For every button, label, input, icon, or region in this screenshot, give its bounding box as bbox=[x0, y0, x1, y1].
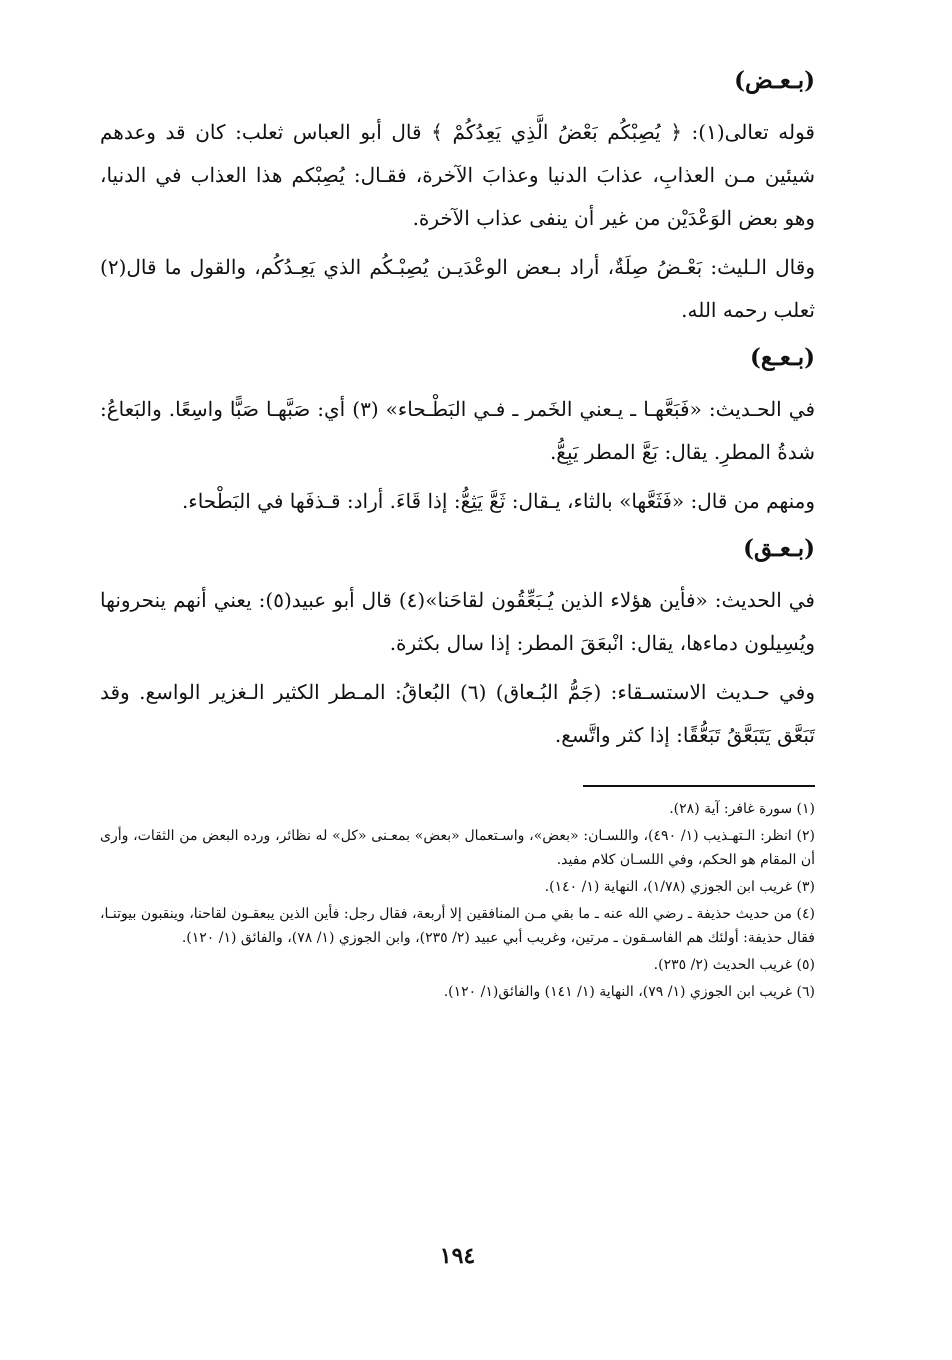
paragraph: وفي حـديث الاستسـقاء: (جَمُّ البُـعاق) (٦) البُعاقُ: المـطر الكثير الـغزير الواسع. وقد تَبَعَّق يَتَبَعَّقُ تَبَعُّقًا: إذا كثر واتَّسع. bbox=[100, 680, 815, 747]
footnote-separator bbox=[583, 785, 815, 787]
section-heading: (بـعـع) bbox=[750, 344, 815, 371]
paragraph: ومنهم من قال: «فَثَعَّها» بالثاء، يـقال: ثَعَّ يَثِعُّ: إذا قَاءَ. أراد: قـذفَها في البَطْحاء. bbox=[181, 489, 815, 513]
paragraph: في الحـديث: «فَبَعَّهـا ـ يـعني الخَمر ـ فـي البَطْـحاء» (٣) أي: صَبَّهـا صَبًّا واسِعًا. والبَعاعُ: شدةُ المطرِ. يقال: بَعَّ المطر يَبِعُّ. bbox=[100, 397, 816, 464]
paragraph: قوله تعالى(١): ﴿ يُصِبْكُم بَعْضُ الَّذِي يَعِدُكُمْ ﴾ قال أبو العباس ثعلب: كان قد وعدهم شيئين مـن العذابِ، عذابَ الدنيا وعذابَ الآخرة، فقـال: يُصِبْكم هذا العذاب في الدنيا، وهو بعض الوَعْدَيْن من غير أن ينفى عذاب الآخرة. bbox=[100, 120, 815, 230]
section-baad bbox=[100, 61, 815, 332]
footnote: (٣) غريب ابن الجوزي (١/٧٨)، النهاية (١/ ١٤٠). bbox=[544, 879, 815, 895]
footnote: (١) سورة غافر: آية (٢٨). bbox=[669, 801, 815, 817]
page-number: ١٩٤ bbox=[439, 1243, 476, 1269]
footnote: (٢) انظر: الـتهـذيب (١/ ٤٩٠)، واللسـان: «بعض»، واسـتعمال «بعض» بمعـنى «كل» له نظائر، ورده البعض من الثقات، وأرى أن المقام هو الحكم، وفي اللسـان كلام مفيد. bbox=[100, 828, 816, 868]
footnotes bbox=[100, 797, 815, 1004]
section-baaq bbox=[100, 529, 815, 757]
footnote: (٥) غريب الحديث (٢/ ٢٣٥). bbox=[653, 957, 815, 973]
paragraph: وقال الـليث: بَعْـضُ صِلَةٌ، أراد بـعض الوعْدَيـن يُصِبْـكُم الذي يَعِـدُكُم، والقول ما قال(٢) ثعلب رحمه الله. bbox=[100, 255, 815, 322]
section-heading: (بـعـض) bbox=[734, 67, 815, 94]
paragraph: في الحديث: «فأين هؤلاء الذين يُـبَعِّقُون لقاحَنا»(٤) قال أبو عبيد(٥): يعني أنهم ينحرونها ويُسِيلون دماءها، يقال: انْبعَقَ المطر: إذا سال بكثرة. bbox=[100, 588, 815, 655]
section-heading: (بـعـق) bbox=[743, 535, 815, 562]
footnote: (٤) من حديث حذيفة ـ رضي الله عنه ـ ما بقي مـن المنافقين إلا أربعة، فقال رجل: فأين الذين يبعقـون لقاحنا، وينقبون بيوتنـا، فقال حذيفة: أولئك هم الفاسـقون ـ مرتين، وغريب أبي عبيد (٢/ ٢٣٥)، وابن الجوزي (١/ ٧٨)، والفائق (١/ ١٢٠). bbox=[100, 906, 815, 946]
footnote: (٦) غريب ابن الجوزي (١/ ٧٩)، النهاية (١/ ١٤١) والفائق(١/ ١٢٠). bbox=[443, 984, 815, 1000]
section-baa bbox=[100, 338, 815, 523]
document-page bbox=[100, 55, 815, 1305]
